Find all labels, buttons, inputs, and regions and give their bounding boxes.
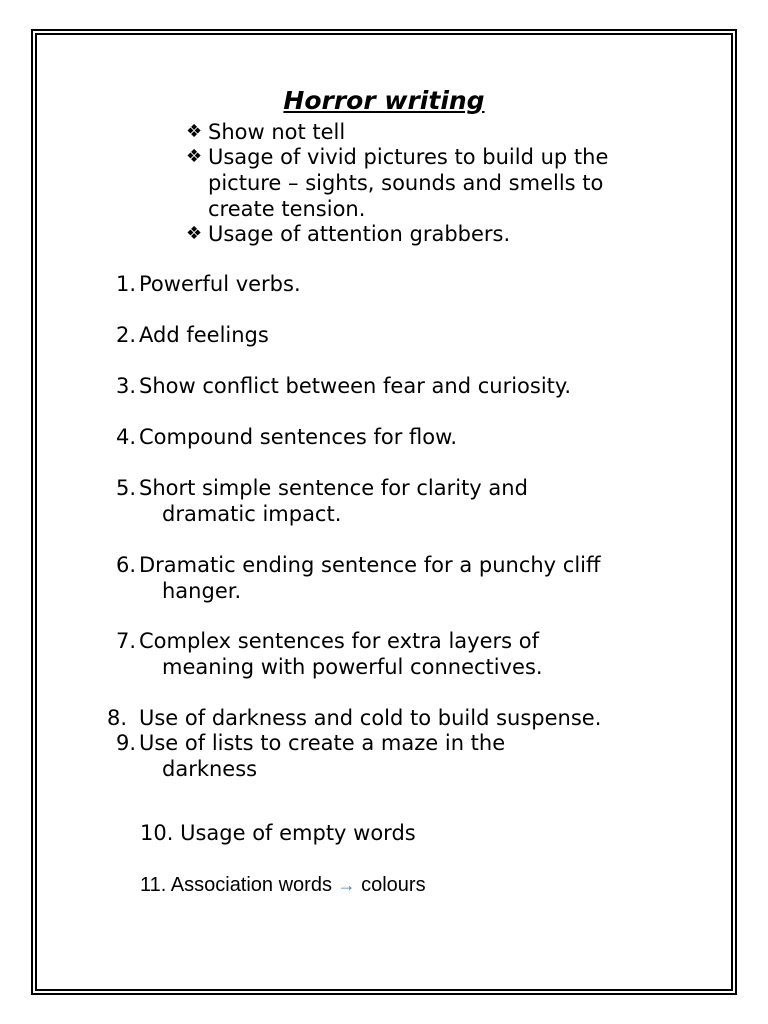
item-text: Compound sentences for flow. xyxy=(139,425,458,449)
list-item xyxy=(140,820,416,846)
item-text-continued: hanger. xyxy=(162,579,242,603)
bullet-text: Show not tell xyxy=(208,120,346,144)
diamond-bullet-icon: ❖ xyxy=(186,121,203,142)
item-text: Add feelings xyxy=(139,323,269,347)
item-text: Association words xyxy=(170,874,332,896)
list-item xyxy=(107,705,601,731)
list-item xyxy=(116,322,269,348)
bullet-item xyxy=(186,119,666,145)
item-number: 5. xyxy=(116,476,137,500)
item-text: Use of darkness and cold to build suspense. xyxy=(139,706,602,730)
item-number: 6. xyxy=(116,553,137,577)
item-text: Complex sentences for extra layers of xyxy=(139,629,539,653)
list-item xyxy=(116,424,457,450)
item-text-after-arrow: colours xyxy=(361,874,426,896)
bullet-text: Usage of vivid pictures to build up the picture – sights, sounds and smells to create tension. xyxy=(208,145,609,221)
item-text-continued: dramatic impact. xyxy=(162,502,342,526)
item-text: Usage of empty words xyxy=(180,821,416,845)
list-item xyxy=(116,475,528,527)
list-item xyxy=(140,872,426,898)
item-text-continued: darkness xyxy=(162,757,258,781)
item-number: 9. xyxy=(116,731,137,755)
list-item xyxy=(116,271,301,297)
bullet-item xyxy=(186,144,656,222)
item-text: Dramatic ending sentence for a punchy cliff xyxy=(139,553,601,577)
item-number: 10. xyxy=(140,821,174,845)
bullet-item xyxy=(186,221,666,247)
diamond-bullet-icon: ❖ xyxy=(186,146,203,167)
bullet-text: Usage of attention grabbers. xyxy=(208,222,511,246)
list-item xyxy=(116,552,600,604)
item-number: 11. xyxy=(140,874,167,896)
diamond-bullet-icon: ❖ xyxy=(186,223,203,244)
list-item xyxy=(116,373,571,399)
item-number: 2. xyxy=(116,323,137,347)
list-item xyxy=(116,628,543,680)
item-text: Show conflict between fear and curiosity. xyxy=(139,374,572,398)
item-text: Short simple sentence for clarity and xyxy=(139,476,528,500)
item-number: 4. xyxy=(116,425,137,449)
page-title: Horror writing xyxy=(283,86,485,115)
item-number: 7. xyxy=(116,629,137,653)
item-text-continued: meaning with powerful connectives. xyxy=(162,655,543,679)
item-number: 1. xyxy=(116,272,137,296)
arrow-right-icon: → xyxy=(337,875,356,895)
item-number: 8. xyxy=(107,706,128,730)
item-number: 3. xyxy=(116,374,137,398)
list-item xyxy=(116,730,505,782)
item-text: Use of lists to create a maze in the xyxy=(139,731,506,755)
item-text: Powerful verbs. xyxy=(139,272,301,296)
